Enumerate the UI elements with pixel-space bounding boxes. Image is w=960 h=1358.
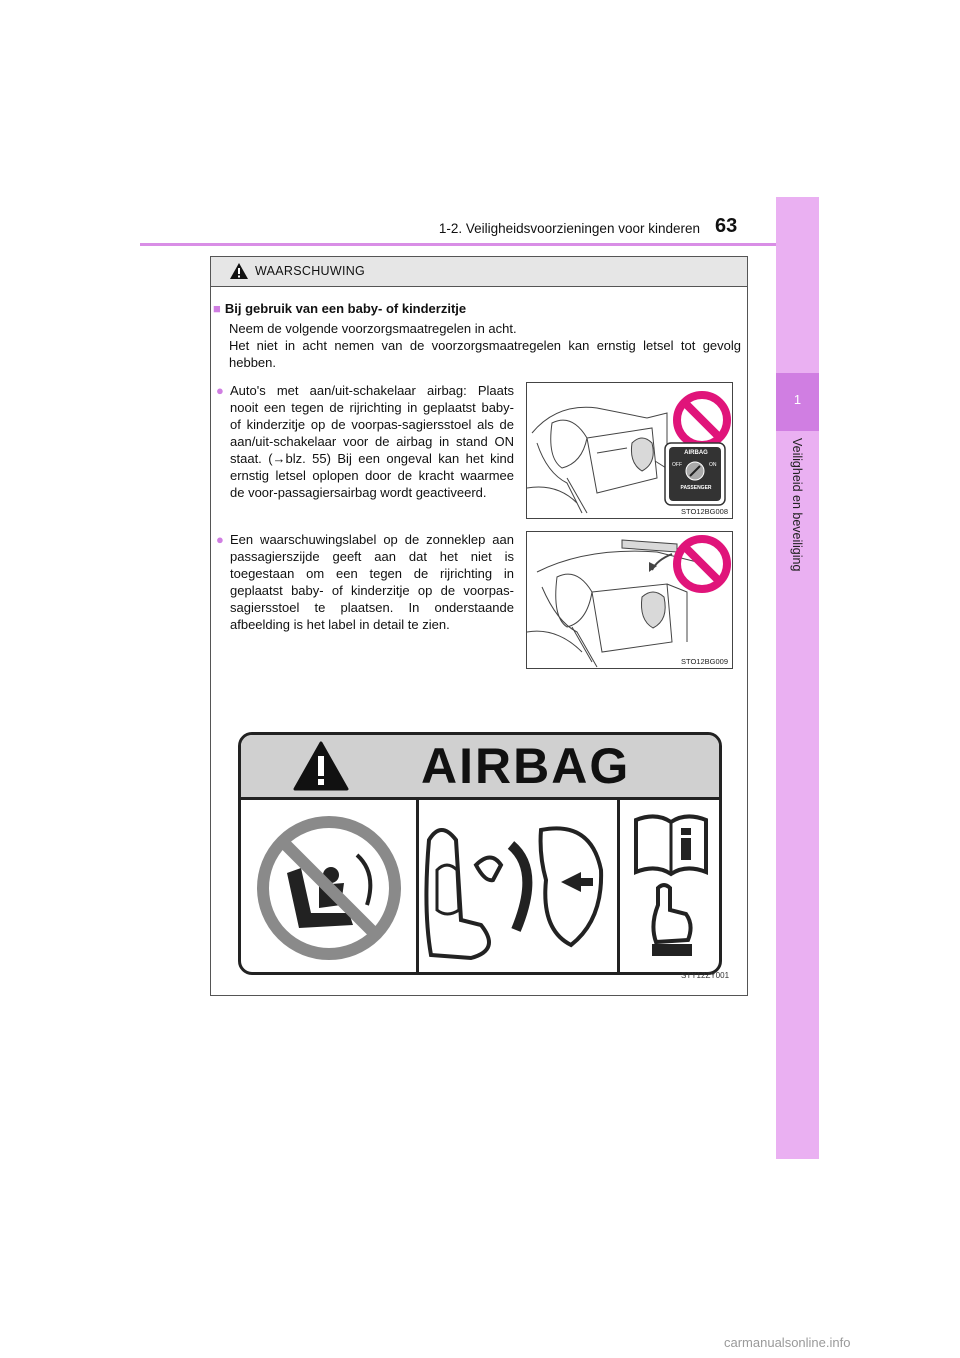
warning-header xyxy=(211,257,747,287)
header-divider xyxy=(140,243,790,246)
figure-code: STY12ZY001 xyxy=(681,971,730,980)
intro-line-1: Neem de volgende voorzorgsmaatregelen in acht. xyxy=(229,321,517,336)
switch-on-label: ON xyxy=(709,462,717,468)
label-divider xyxy=(416,797,419,975)
switch-title: AIRBAG xyxy=(684,450,708,456)
intro-text xyxy=(229,320,741,371)
warning-box xyxy=(210,256,748,996)
chapter-title: Veiligheid en beveiliging xyxy=(790,438,804,572)
airbag-label-header xyxy=(241,735,719,800)
bullet-text: Auto's met aan/uit-schakelaar airbag: Plaats nooit een tegen de rijrichting in geplaatst baby- of kinderzitje op de voorpas-sagiersstoel als de aan/uit-schakelaar voor de airbag in stand ON staat. (→blz. 55) Bij een ongeval kan het kind ernstig letsel oplopen door de kracht waarmee de voor-passagiersairbag wordt geactiveerd. xyxy=(230,383,514,500)
warning-triangle-icon xyxy=(293,741,349,791)
section-heading xyxy=(211,301,466,316)
warning-triangle-icon xyxy=(229,262,249,280)
switch-off-label: OFF xyxy=(672,462,682,468)
warning-title: WAARSCHUWING xyxy=(255,264,366,278)
airbag-impact-icon xyxy=(421,810,613,965)
bullet-text: Een waarschuwingslabel op de zonneklep aan passagierszijde geeft aan dat het niet is toegestaan om een tegen de rijrichting in geplaatst baby- of kinderzitje op de voorpas-sagiersstoel te plaatsen. In onderstaande afbeelding is het label in detail te zien. xyxy=(230,532,514,632)
switch-passenger-label: PASSENGER xyxy=(680,485,712,491)
no-rear-facing-seat-icon xyxy=(249,813,409,963)
airbag-switch-figure xyxy=(526,382,733,519)
page-number: 63 xyxy=(715,215,738,237)
section-heading-text: Bij gebruik van een baby- of kinderzitje xyxy=(224,301,467,316)
chapter-tab xyxy=(776,197,819,1159)
circle-bullet-icon: ● xyxy=(216,383,224,398)
page-section-title: 1-2. Veiligheidsvoorzieningen voor kinderen xyxy=(438,221,700,236)
airbag-label-title: AIRBAG xyxy=(421,738,631,794)
label-divider xyxy=(617,797,620,975)
read-manual-icon xyxy=(626,810,716,965)
intro-line-2: Het niet in acht nemen van de voorzorgsmaatregelen kan ernstig letsel tot gevolg hebben. xyxy=(229,338,741,370)
watermark: carmanualsonline.info xyxy=(724,1335,851,1350)
chapter-number: 1 xyxy=(793,392,802,407)
circle-bullet-icon: ● xyxy=(216,532,224,547)
car-visor-illustration xyxy=(527,532,732,668)
figure-code: STO12BG008 xyxy=(681,507,728,516)
airbag-warning-label xyxy=(238,732,722,975)
sun-visor-figure xyxy=(526,531,733,669)
figure-code: STO12BG009 xyxy=(681,657,728,666)
square-bullet-icon: ■ xyxy=(213,301,221,316)
